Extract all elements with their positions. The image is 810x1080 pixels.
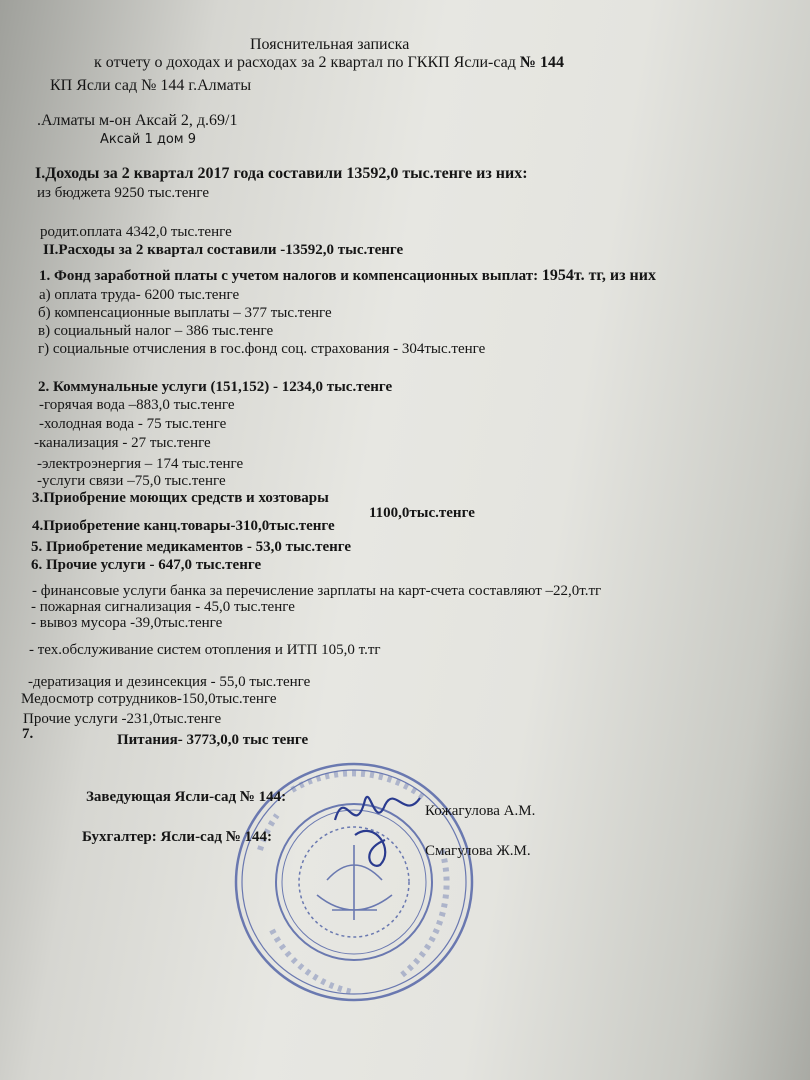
address-line-2: Аксай 1 дом 9 [100,132,196,147]
detergents-value: 1100,0тыс.тенге [369,505,475,521]
utility-item: -услуги связи –75,0 тыс.тенге [37,473,226,489]
utility-item: -электроэнергия – 174 тыс.тенге [37,456,244,472]
payroll-item: в) социальный налог – 386 тыс.тенге [38,323,274,339]
address-line-1: .Алматы м-он Аксай 2, д.69/1 [37,112,238,129]
handwritten-signature [325,780,435,870]
org-name: КП Ясли сад № 144 г.Алматы [50,77,252,94]
payroll-total: 1954т. тг, из них [541,267,656,284]
payroll-heading [39,267,656,285]
medical-line: Медосмотр сотрудников-150,0тыс.тенге [21,691,277,707]
doc-subtitle [94,54,564,72]
medicines-line: 5. Приобретение медикаментов - 53,0 тыс.тенге [31,539,352,555]
detergents-label: 3.Приобрение моющих средств и хозтовары [32,490,329,506]
other-item: -дератизация и дезинсекция - 55,0 тыс.тенге [28,674,311,690]
income-heading: I.Доходы за 2 квартал 2017 года составили 13592,0 тыс.тенге из них: [35,165,528,182]
head-role: Заведующая Ясли-сад № 144: [86,789,287,805]
expenses-heading: II.Расходы за 2 квартал составили -13592,0 тыс.тенге [43,242,404,258]
misc-line: Прочие услуги -231,0тыс.тенге [23,711,222,727]
payroll-item: б) компенсационные выплаты – 377 тыс.тенге [38,305,332,321]
other-item: - финансовые услуги банка за перечисление зарплаты на карт-счета составляют –22,0т.тг [32,583,602,599]
accountant-role: Бухгалтер: Ясли-сад № 144: [82,829,273,845]
utility-item: -горячая вода –883,0 тыс.тенге [39,397,235,413]
utility-item: -канализация - 27 тыс.тенге [34,435,211,451]
doc-subtitle-number: № 144 [519,54,564,71]
other-item: - вывоз мусора -39,0тыс.тенге [31,615,223,631]
food-line: Питания- 3773,0,0 тыс тенге [117,732,309,748]
income-budget: из бюджета 9250 тыс.тенге [37,185,210,201]
food-number: 7. [22,726,34,742]
stationery-line: 4.Приобретение канц.товары-310,0тыс.тенге [32,518,335,534]
other-item: - пожарная сигнализация - 45,0 тыс.тенге [31,599,295,615]
payroll-item: а) оплата труда- 6200 тыс.тенге [39,287,240,303]
income-parents: родит.оплата 4342,0 тыс.тенге [40,224,232,240]
payroll-item: г) социальные отчисления в гос.фонд соц. страхования - 304тыс.тенге [38,341,486,357]
doc-title: Пояснительная записка [250,36,410,53]
other-item: - тех.обслуживание систем отопления и ИТП 105,0 т.тг [29,642,381,658]
doc-subtitle-text: к отчету о доходах и расходах за 2 квартал по ГККП Ясли-сад [94,54,520,71]
utility-item: -холодная вода - 75 тыс.тенге [39,416,227,432]
payroll-heading-text: 1. Фонд заработной платы с учетом налогов и компенсационных выплат: [39,268,542,284]
accountant-name: Смагулова Ж.М. [425,843,531,859]
utilities-heading: 2. Коммунальные услуги (151,152) - 1234,0 тыс.тенге [38,379,393,395]
head-name: Кожагулова А.М. [425,803,536,819]
other-heading: 6. Прочие услуги - 647,0 тыс.тенге [31,557,262,573]
